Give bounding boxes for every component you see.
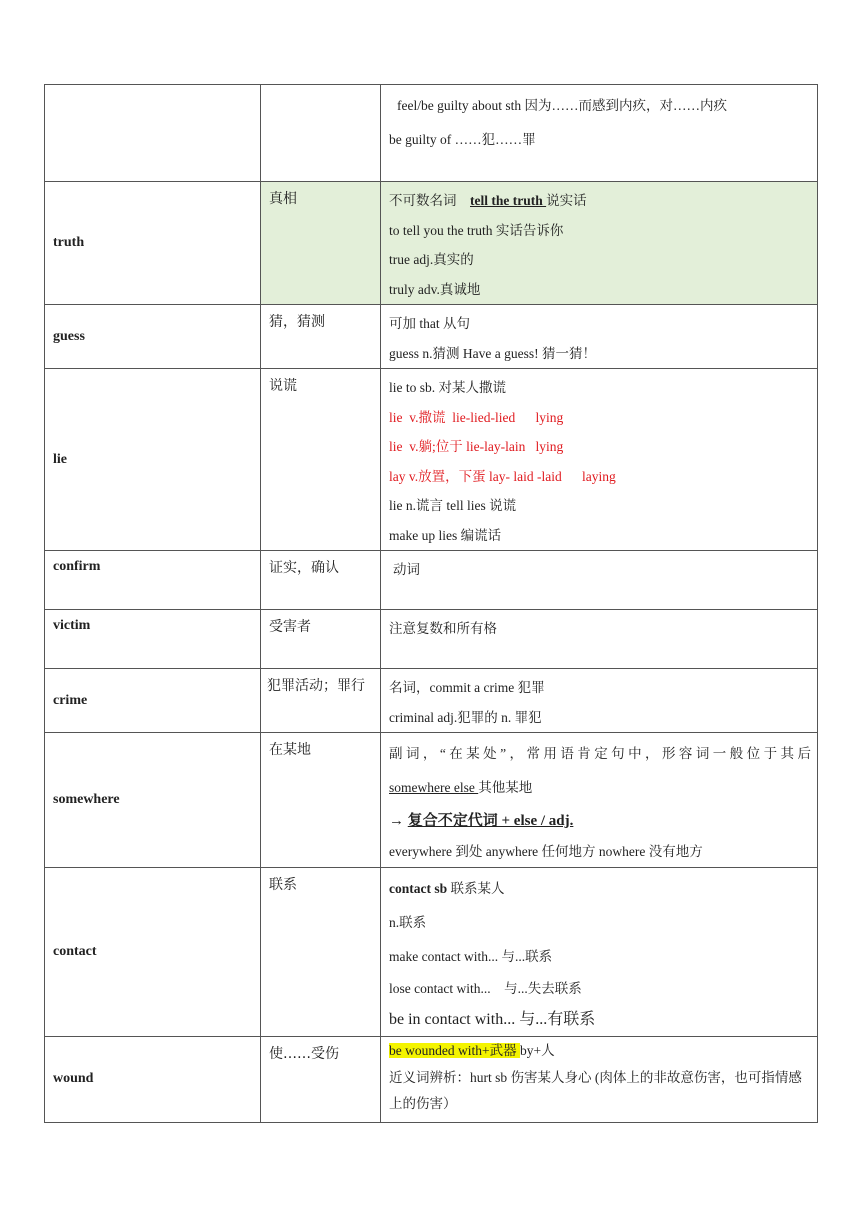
word-cell: crime [45,669,261,733]
note-line [389,186,811,216]
table-row [45,867,818,1036]
notes-cell [381,610,818,669]
notes-cell [381,182,818,305]
notes-cell [381,551,818,610]
notes-cell [381,1036,818,1122]
meaning-cell: 使……受伤 [261,1036,381,1122]
word-cell: wound [45,1036,261,1122]
arrow-icon: → [389,813,408,829]
meaning-cell: 说谎 [261,369,381,551]
note-line: 副词，“在某处”，常用语肯定句中，形容词一般位于其后 [389,746,811,761]
table-row [45,669,818,733]
meaning-cell: 真相 [261,182,381,305]
table-row [45,182,818,305]
word-cell: lie [45,369,261,551]
note-line: n.联系 [389,914,427,930]
notes-cell [381,867,818,1036]
note-line: lie v.躺;位于 lie-lay-lain lying [389,439,564,454]
note-line: 近义词辨析：hurt sb 伤害某人身心 (肉体上的非故意伤害，也可指情感上的伤害） [389,1069,802,1111]
notes-cell [381,85,818,182]
note-line: lie n.谎言 tell lies 说谎 [389,498,517,513]
notes-cell [381,669,818,733]
note-line [389,872,811,906]
note-line: make contact with... 与...联系 [389,948,553,964]
note-line: to tell you the truth 实话告诉你 [389,222,564,238]
meaning-cell: 在某地 [261,733,381,868]
note-line: lose contact with... 与...失去联系 [389,980,582,996]
note-line: 注意复数和所有格 [389,621,497,636]
note-line: be guilty of ……犯……罪 [389,132,536,147]
note-line: 可加 that 从句 [389,316,470,331]
vocabulary-table [44,84,818,1123]
note-line: everywhere 到处 anywhere 任何地方 nowhere 没有地方 [389,844,703,859]
notes-cell [381,733,818,868]
key-phrase: 复合不定代词 + else / adj. [407,813,574,829]
table-row [45,85,818,182]
notes-cell [381,305,818,369]
note-line: truly adv.真诚地 [389,281,481,297]
word-cell: contact [45,867,261,1036]
note-line: guess n.猜测 Have a guess! 猜一猜！ [389,345,596,361]
note-line: true adj.真实的 [389,252,474,267]
note-line: make up lies 编谎话 [389,527,502,543]
table-row [45,1036,818,1122]
note-line: lie to sb. 对某人撒谎 [389,380,506,395]
note-text: 其他某地 [478,780,533,795]
meaning-cell: 证实，确认 [261,551,381,610]
note-line: 动词 [393,562,420,577]
note-line: be in contact with... 与...有联系 [389,1010,596,1028]
key-phrase: somewhere else [389,780,479,795]
meaning-cell [261,85,381,182]
meaning-cell: 猜，猜测 [261,305,381,369]
table-row [45,551,818,610]
note-text: 不可数名词 [389,193,457,208]
note-text: 说实话 [546,193,587,208]
note-line: lie v.撒谎 lie-lied-lied lying [389,409,564,425]
note-line: 名词，commit a crime 犯罪 [389,680,545,695]
note-text: by+人 [519,1042,555,1058]
note-line [389,771,811,805]
word-cell: confirm [45,551,261,610]
key-phrase: tell the truth [470,193,547,208]
note-text: 联系某人 [447,880,505,896]
word-cell: victim [45,610,261,669]
table-row [45,369,818,551]
meaning-cell: 犯罪活动；罪行 [261,669,381,733]
table-row [45,610,818,669]
note-line: lay v.放置，下蛋 lay- laid -laid laying [389,468,616,484]
note-line: feel/be guilty about sth 因为……而感到内疚，对……内疚 [397,98,727,113]
word-cell: somewhere [45,733,261,868]
key-phrase: contact sb [389,880,448,896]
meaning-cell: 联系 [261,867,381,1036]
note-line [389,1037,811,1065]
table-row [45,305,818,369]
word-cell [45,85,261,182]
meaning-cell: 受害者 [261,610,381,669]
notes-cell [381,369,818,551]
note-line: criminal adj.犯罪的 n. 罪犯 [389,709,542,725]
highlighted-phrase: be wounded with+武器 [389,1042,520,1058]
note-line [389,805,811,837]
table-row [45,733,818,868]
word-cell: truth [45,182,261,305]
word-cell: guess [45,305,261,369]
